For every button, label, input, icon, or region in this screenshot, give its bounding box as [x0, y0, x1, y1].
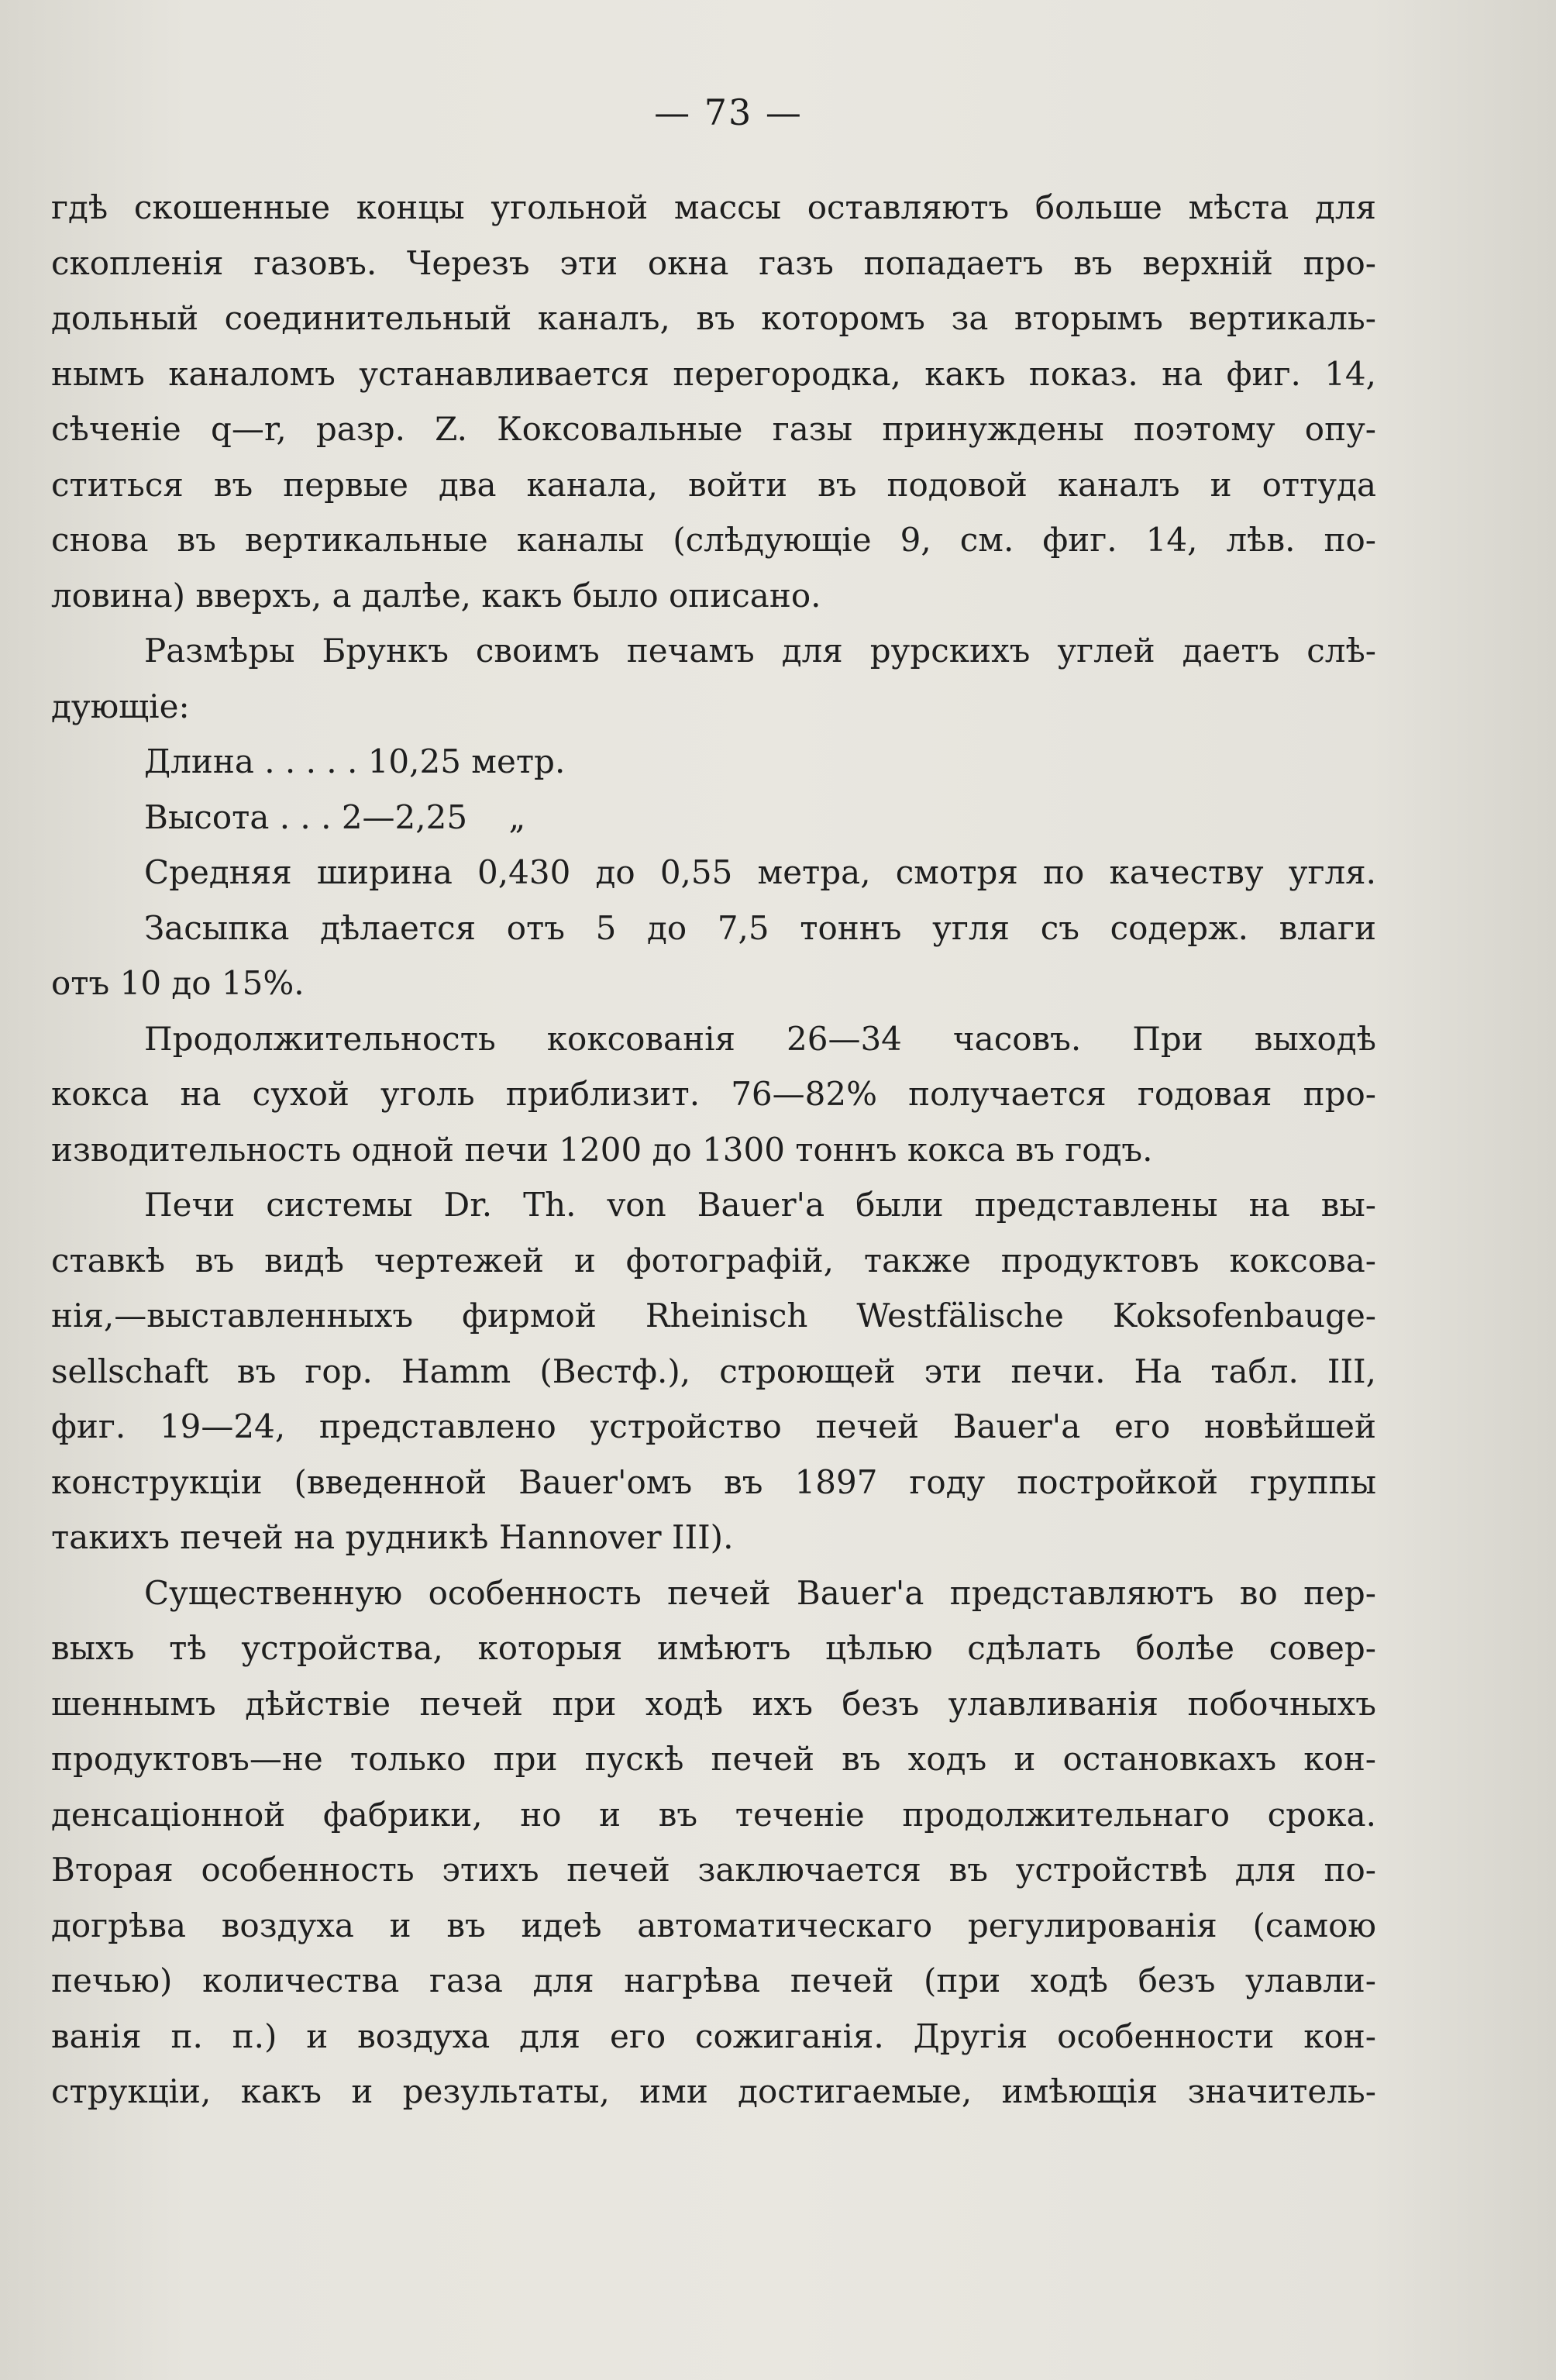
text-line: продуктовъ—не только при пускѣ печей въ ходъ и остановкахъ кон-	[51, 1740, 1376, 1778]
text-line: Печи системы Dr. Th. von Bauer'а были представлены на вы-	[144, 1186, 1376, 1224]
text-line: денсаціонной фабрики, но и въ теченіе продолжительнаго срока.	[51, 1795, 1376, 1834]
body-text	[51, 180, 1376, 2120]
text-line: Существенную особенность печей Bauer'а представляютъ во пер-	[144, 1573, 1376, 1612]
text-line: Размѣры Брункъ своимъ печамъ для рурскихъ углей даетъ слѣ-	[144, 632, 1376, 670]
text-line: ловина) вверхъ, а далѣе, какъ было описано.	[51, 576, 821, 615]
text-line: скопленія газовъ. Черезъ эти окна газъ попадаетъ въ верхній про-	[51, 243, 1376, 282]
text-line: ститься въ первые два канала, войти въ подовой каналъ и оттуда	[51, 465, 1376, 504]
text-line: кокса на сухой уголь приблизит. 76—82% получается годовая про-	[51, 1075, 1376, 1113]
text-line: печью) количества газа для нагрѣва печей (при ходѣ безъ улавли-	[51, 1962, 1376, 1999]
text-line: изводительность одной печи 1200 до 1300 тоннъ кокса въ годъ.	[51, 1130, 1153, 1169]
text-line: струкціи, какъ и результаты, ими достигаемые, имѣющія значитель-	[51, 2072, 1376, 2110]
text-line: снова въ вертикальные каналы (слѣдующіе 9, см. фиг. 14, лѣв. по-	[51, 521, 1376, 559]
text-line: догрѣва воздуха и въ идеѣ автоматическаго регулированія (самою	[51, 1906, 1376, 1944]
dimension-line: Высота . . . 2—2,25 „	[144, 797, 526, 836]
text-line: Вторая особенность этихъ печей заключается въ устройствѣ для по-	[51, 1851, 1376, 1889]
dimension-line: Длина . . . . . 10,25 метр.	[144, 742, 566, 780]
text-line: нія,—выставленныхъ фирмой Rheinisch Westfälische Koksofenbauge-	[51, 1297, 1376, 1335]
text-line: дольный соединительный каналъ, въ которомъ за вторымъ вертикаль-	[51, 299, 1376, 337]
text-line: Средняя ширина 0,430 до 0,55 метра, смотря по качеству угля.	[144, 853, 1376, 891]
text-line: Продолжительность коксованія 26—34 часовъ. При выходѣ	[144, 1019, 1376, 1058]
text-line: выхъ тѣ устройства, которыя имѣютъ цѣлью сдѣлать болѣе совер-	[51, 1629, 1376, 1667]
text-line: гдѣ скошенные концы угольной массы оставляютъ больше мѣста для	[51, 188, 1376, 226]
text-line: отъ 10 до 15%.	[51, 964, 305, 1002]
text-line: нымъ каналомъ устанавливается перегородка, какъ показ. на фиг. 14,	[51, 354, 1376, 393]
text-line: такихъ печей на рудникѣ Hannover III).	[51, 1518, 734, 1556]
text-line: ставкѣ въ видѣ чертежей и фотографій, также продуктовъ коксова-	[51, 1241, 1376, 1280]
text-line: конструкціи (введенной Bauer'омъ въ 1897 году постройкой группы	[51, 1462, 1376, 1501]
text-line: фиг. 19—24, представлено устройство печей Bauer'а его новѣйшей	[51, 1407, 1376, 1445]
text-line: дующіе:	[51, 687, 190, 725]
text-line: sellschaft въ гор. Hamm (Вестф.), строющей эти печи. На табл. III,	[51, 1352, 1376, 1390]
text-line: Засыпка дѣлается отъ 5 до 7,5 тоннъ угля съ содерж. влаги	[144, 908, 1376, 947]
text-line: шеннымъ дѣйствіе печей при ходѣ ихъ безъ улавливанія побочныхъ	[51, 1684, 1376, 1723]
text-line: сѣченіе q—r, разр. Z. Коксовальные газы принуждены поэтому опу-	[51, 410, 1376, 448]
text-line: ванія п. п.) и воздуха для его сожиганія. Другія особенности кон-	[51, 2017, 1376, 2055]
page-number: — 73 —	[654, 91, 803, 133]
